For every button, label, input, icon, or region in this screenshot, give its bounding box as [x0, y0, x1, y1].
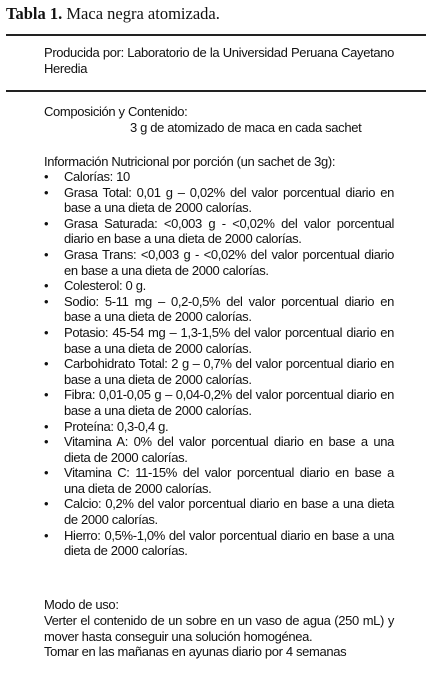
- nutrition-item: [44, 216, 394, 247]
- nutrition-item-text: Grasa Saturada: <0,003 g - <0,02% del valor porcentual diario en base a una dieta de 2000 calorías.: [64, 215, 394, 247]
- nutrition-item: [44, 169, 394, 185]
- nutrition-item-text: Calcio: 0,2% del valor porcentual diario en base a una dieta de 2000 calorías.: [64, 496, 394, 528]
- bullet-icon: •: [44, 418, 49, 434]
- nutrition-item-text: Vitamina C: 11-15% del valor porcentual diario en base a una dieta de 2000 calorías.: [64, 465, 394, 496]
- nutrition-item: [44, 434, 394, 465]
- bullet-icon: •: [44, 387, 49, 403]
- producer-text: Producida por: Laboratorio de la Universidad Peruana Cayetano Heredia: [44, 45, 394, 76]
- nutrition-item: [44, 419, 394, 435]
- nutrition-item: [44, 496, 394, 527]
- top-rule: [6, 34, 426, 36]
- bullet-icon: •: [44, 434, 49, 450]
- nutrition-item: [44, 528, 394, 559]
- composition-value: 3 g de atomizado de maca en cada sachet: [130, 120, 362, 135]
- usage-heading: Modo de uso:: [44, 597, 119, 612]
- nutrition-item-text: Hierro: 0,5%-1,0% del valor porcentual diario en base a una dieta de 2000 calorías.: [64, 527, 394, 559]
- bullet-icon: •: [44, 246, 49, 262]
- nutrition-item-text: Potasio: 45-54 mg – 1,3-1,5% del valor porcentual diario en base a una dieta de 2000 calorías.: [64, 324, 394, 356]
- bullet-icon: •: [44, 465, 49, 481]
- bullet-icon: •: [44, 215, 49, 231]
- bullet-icon: •: [44, 278, 49, 294]
- nutrition-list: [44, 169, 394, 559]
- nutrition-item-text: Calorías: 10: [64, 169, 130, 184]
- bullet-icon: •: [44, 496, 49, 512]
- table-caption: [6, 4, 220, 24]
- usage-instructions: Verter el contenido de un sobre en un vaso de agua (250 mL) y mover hasta conseguir una solución homogénea.: [44, 613, 394, 644]
- bullet-icon: •: [44, 293, 49, 309]
- nutrition-heading: Información Nutricional por porción (un sachet de 3g):: [44, 154, 336, 169]
- nutrition-item-text: Sodio: 5-11 mg – 0,2-0,5% del valor porcentual diario en base a una dieta de 2000 calorías.: [64, 293, 394, 325]
- bullet-icon: •: [44, 324, 49, 340]
- bullet-icon: •: [44, 169, 49, 184]
- nutrition-item: [44, 185, 394, 216]
- nutrition-item: [44, 356, 394, 387]
- table-title: Maca negra atomizada.: [66, 4, 220, 23]
- nutrition-item: [44, 325, 394, 356]
- nutrition-item-text: Proteína: 0,3-0,4 g.: [64, 418, 169, 434]
- bullet-icon: •: [44, 184, 49, 200]
- composition-heading: Composición y Contenido:: [44, 104, 188, 119]
- nutrition-item-text: Vitamina A: 0% del valor porcentual diario en base a una dieta de 2000 calorías.: [64, 434, 394, 465]
- nutrition-item: [44, 247, 394, 278]
- nutrition-item-text: Grasa Trans: <0,003 g - <0,02% del valor porcentual diario en base a una dieta de 2000 calorías.: [64, 246, 394, 278]
- nutrition-item: [44, 294, 394, 325]
- nutrition-item: [44, 465, 394, 496]
- nutrition-item: [44, 278, 394, 294]
- bullet-icon: •: [44, 356, 49, 372]
- nutrition-item-text: Carbohidrato Total: 2 g – 0,7% del valor porcentual diario en base a una dieta de 2000 calorías.: [64, 356, 394, 387]
- producer-divider: [6, 90, 426, 92]
- nutrition-item-text: Fibra: 0,01-0,05 g – 0,04-0,2% del valor porcentual diario en base a una dieta de 2000 calorías.: [64, 387, 394, 418]
- nutrition-item-text: Colesterol: 0 g.: [64, 278, 146, 294]
- table-label: Tabla 1.: [6, 4, 63, 23]
- usage-schedule: Tomar en las mañanas en ayunas diario por 4 semanas: [44, 644, 347, 659]
- bullet-icon: •: [44, 527, 49, 543]
- nutrition-item: [44, 387, 394, 418]
- nutrition-item-text: Grasa Total: 0,01 g – 0,02% del valor porcentual diario en base a una dieta de 2000 calorías.: [64, 184, 394, 216]
